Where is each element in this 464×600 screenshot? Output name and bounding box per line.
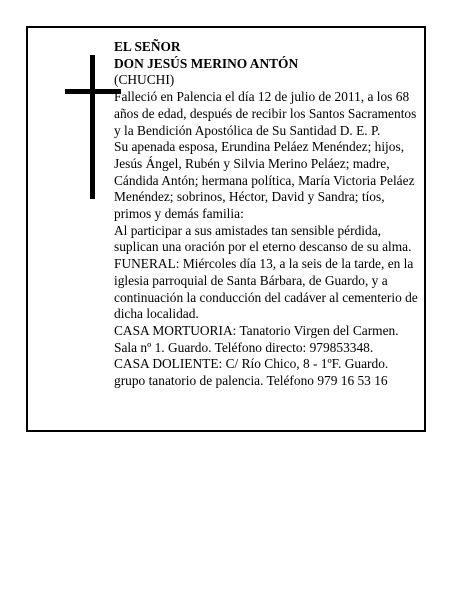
family-list: Su apenada esposa, Erundina Peláez Menéndez; hijos, Jesús Ángel, Rubén y Silvia Merino Peláez; madre, Cándida Antón; hermana política, María Victoria Peláez Menéndez; sobrinos, Héctor, David y Sandra; tíos, primos y demás familia: (114, 139, 415, 222)
cross-horizontal-bar (65, 89, 121, 94)
cross-icon (65, 55, 121, 199)
heading-title: EL SEÑOR (114, 39, 181, 54)
funeral-info: FUNERAL: Miércoles día 13, a la seis de la tarde, en la iglesia parroquial de Santa Bárbara, de Guardo, y a continuación la conducción del cadáver al cementerio de dicha localidad. (114, 256, 418, 322)
obituary-notice (26, 26, 426, 432)
funeral-home-contact: grupo tanatorio de palencia. Teléfono 979 16 53 16 (114, 373, 388, 389)
prayer-request: Al participar a sus amistades tan sensible pérdida, suplican una oración por el eterno descanso de su alma. (114, 222, 412, 255)
nickname: (CHUCHI) (114, 72, 175, 88)
mortuary-info: CASA MORTUORIA: Tanatorio Virgen del Carmen. Sala nº 1. Guardo. Teléfono directo: 979853348. (114, 322, 399, 355)
family-home-info: CASA DOLIENTE: C/ Río Chico, 8 - 1ºF. Guardo. (114, 356, 389, 372)
cross-vertical-bar (90, 55, 95, 199)
notice-text (114, 39, 422, 390)
deceased-name: DON JESÚS MERINO ANTÓN (114, 55, 299, 71)
death-announcement: Falleció en Palencia el día 12 de julio de 2011, a los 68 años de edad, después de recibir los Santos Sacramentos y la Bendición Apostólica de Su Santidad D. E. P. (114, 89, 417, 138)
